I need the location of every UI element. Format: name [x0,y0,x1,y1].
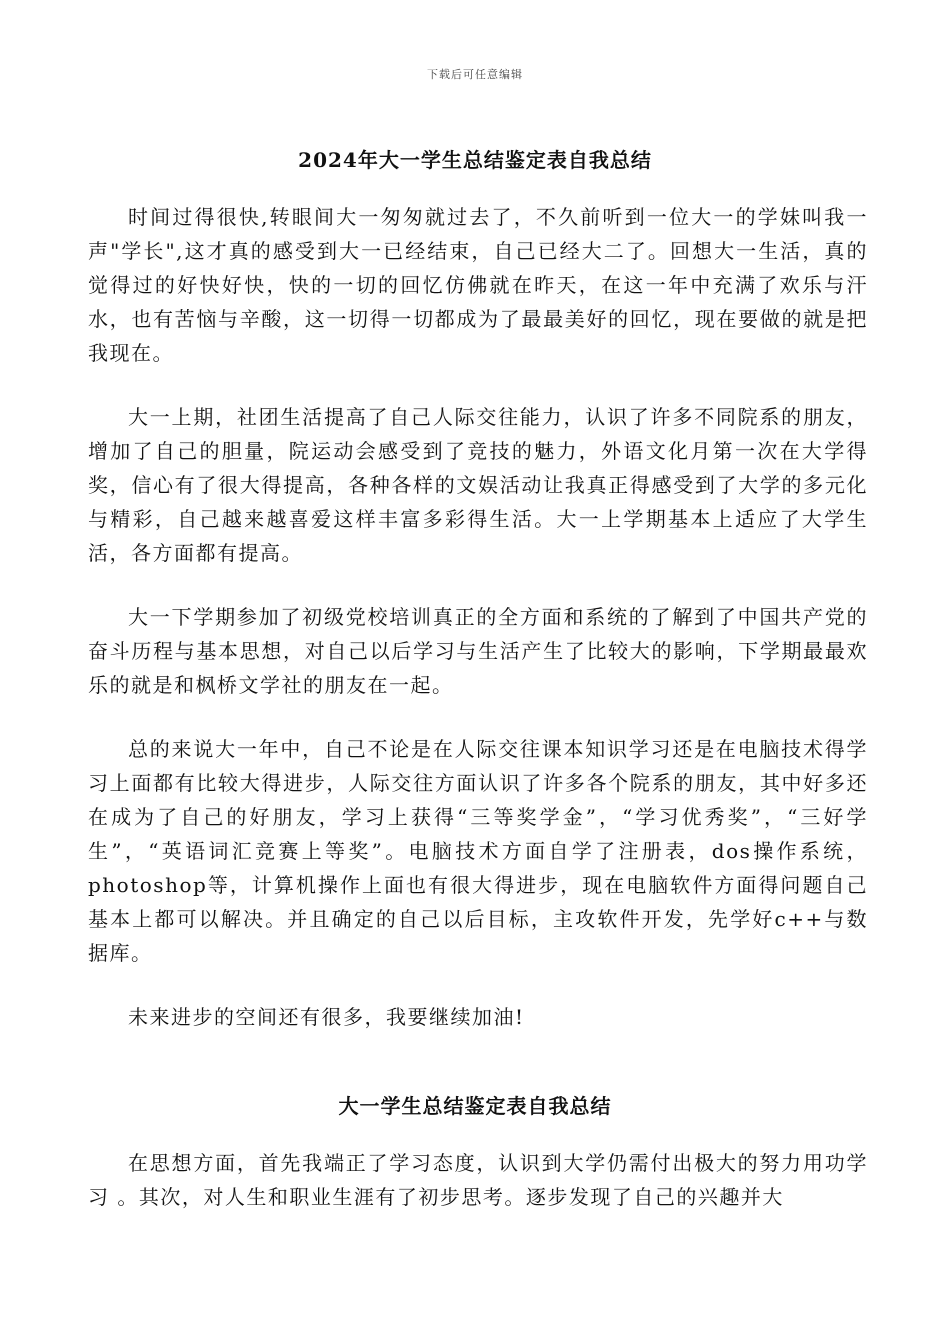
paragraph-3: 大一下学期参加了初级党校培训真正的全方面和系统的了解到了中国共产党的奋斗历程与基本思想，对自己以后学习与生活产生了比较大的影响，下学期最最欢乐的就是和枫桥文学社的朋友在一起。 [88,605,868,697]
paragraph-4: 总的来说大一年中，自己不论是在人际交往课本知识学习还是在电脑技术得学习上面都有比较大得进步，人际交往方面认识了许多各个院系的朋友，其中好多还在成为了自己的好朋友，学习上获得“三等奖学金”，“学习优秀奖”，“三好学生”，“英语词汇竞赛上等奖”。电脑技术方面自学了注册表，dos操作系统，photoshop等，计算机操作上面也有很大得进步，现在电脑软件方面得问题自己基本上都可以解决。并且确定的自己以后目标，主攻软件开发，先学好c++与数据库。 [88,737,868,965]
paragraph-2: 大一上期，社团生活提高了自己人际交往能力，认识了许多不同院系的朋友，增加了自己的胆量，院运动会感受到了竞技的魅力，外语文化月第一次在大学得奖，信心有了很大得提高，各种各样的文娱活动让我真正得感受到了大学的多元化与精彩，自己越来越喜爱这样丰富多彩得生活。大一上学期基本上适应了大学生活，各方面都有提高。 [88,405,868,565]
page-header-note: 下载后可任意编辑 [427,68,523,81]
second-paragraph-1: 在思想方面，首先我端正了学习态度，认识到大学仍需付出极大的努力用功学习 。其次，对人生和职业生涯有了初步思考。逐步发现了自己的兴趣并大 [88,1151,868,1209]
paragraph-5: 未来进步的空间还有很多，我要继续加油! [128,1005,525,1029]
second-section-body [88,1146,868,1244]
document-body [88,200,868,1064]
document-title: 2024年大一学生总结鉴定表自我总结 [298,148,652,172]
second-section-title: 大一学生总结鉴定表自我总结 [338,1094,612,1118]
paragraph-1: 时间过得很快,转眼间大一匆匆就过去了，不久前听到一位大一的学妹叫我一声"学长",这才真的感受到大一已经结束，自己已经大二了。回想大一生活，真的觉得过的好快好快，快的一切的回忆仿佛就在昨天，在这一年中充满了欢乐与汗水，也有苦恼与辛酸，这一切得一切都成为了最最美好的回忆，现在要做的就是把我现在。 [88,205,868,365]
